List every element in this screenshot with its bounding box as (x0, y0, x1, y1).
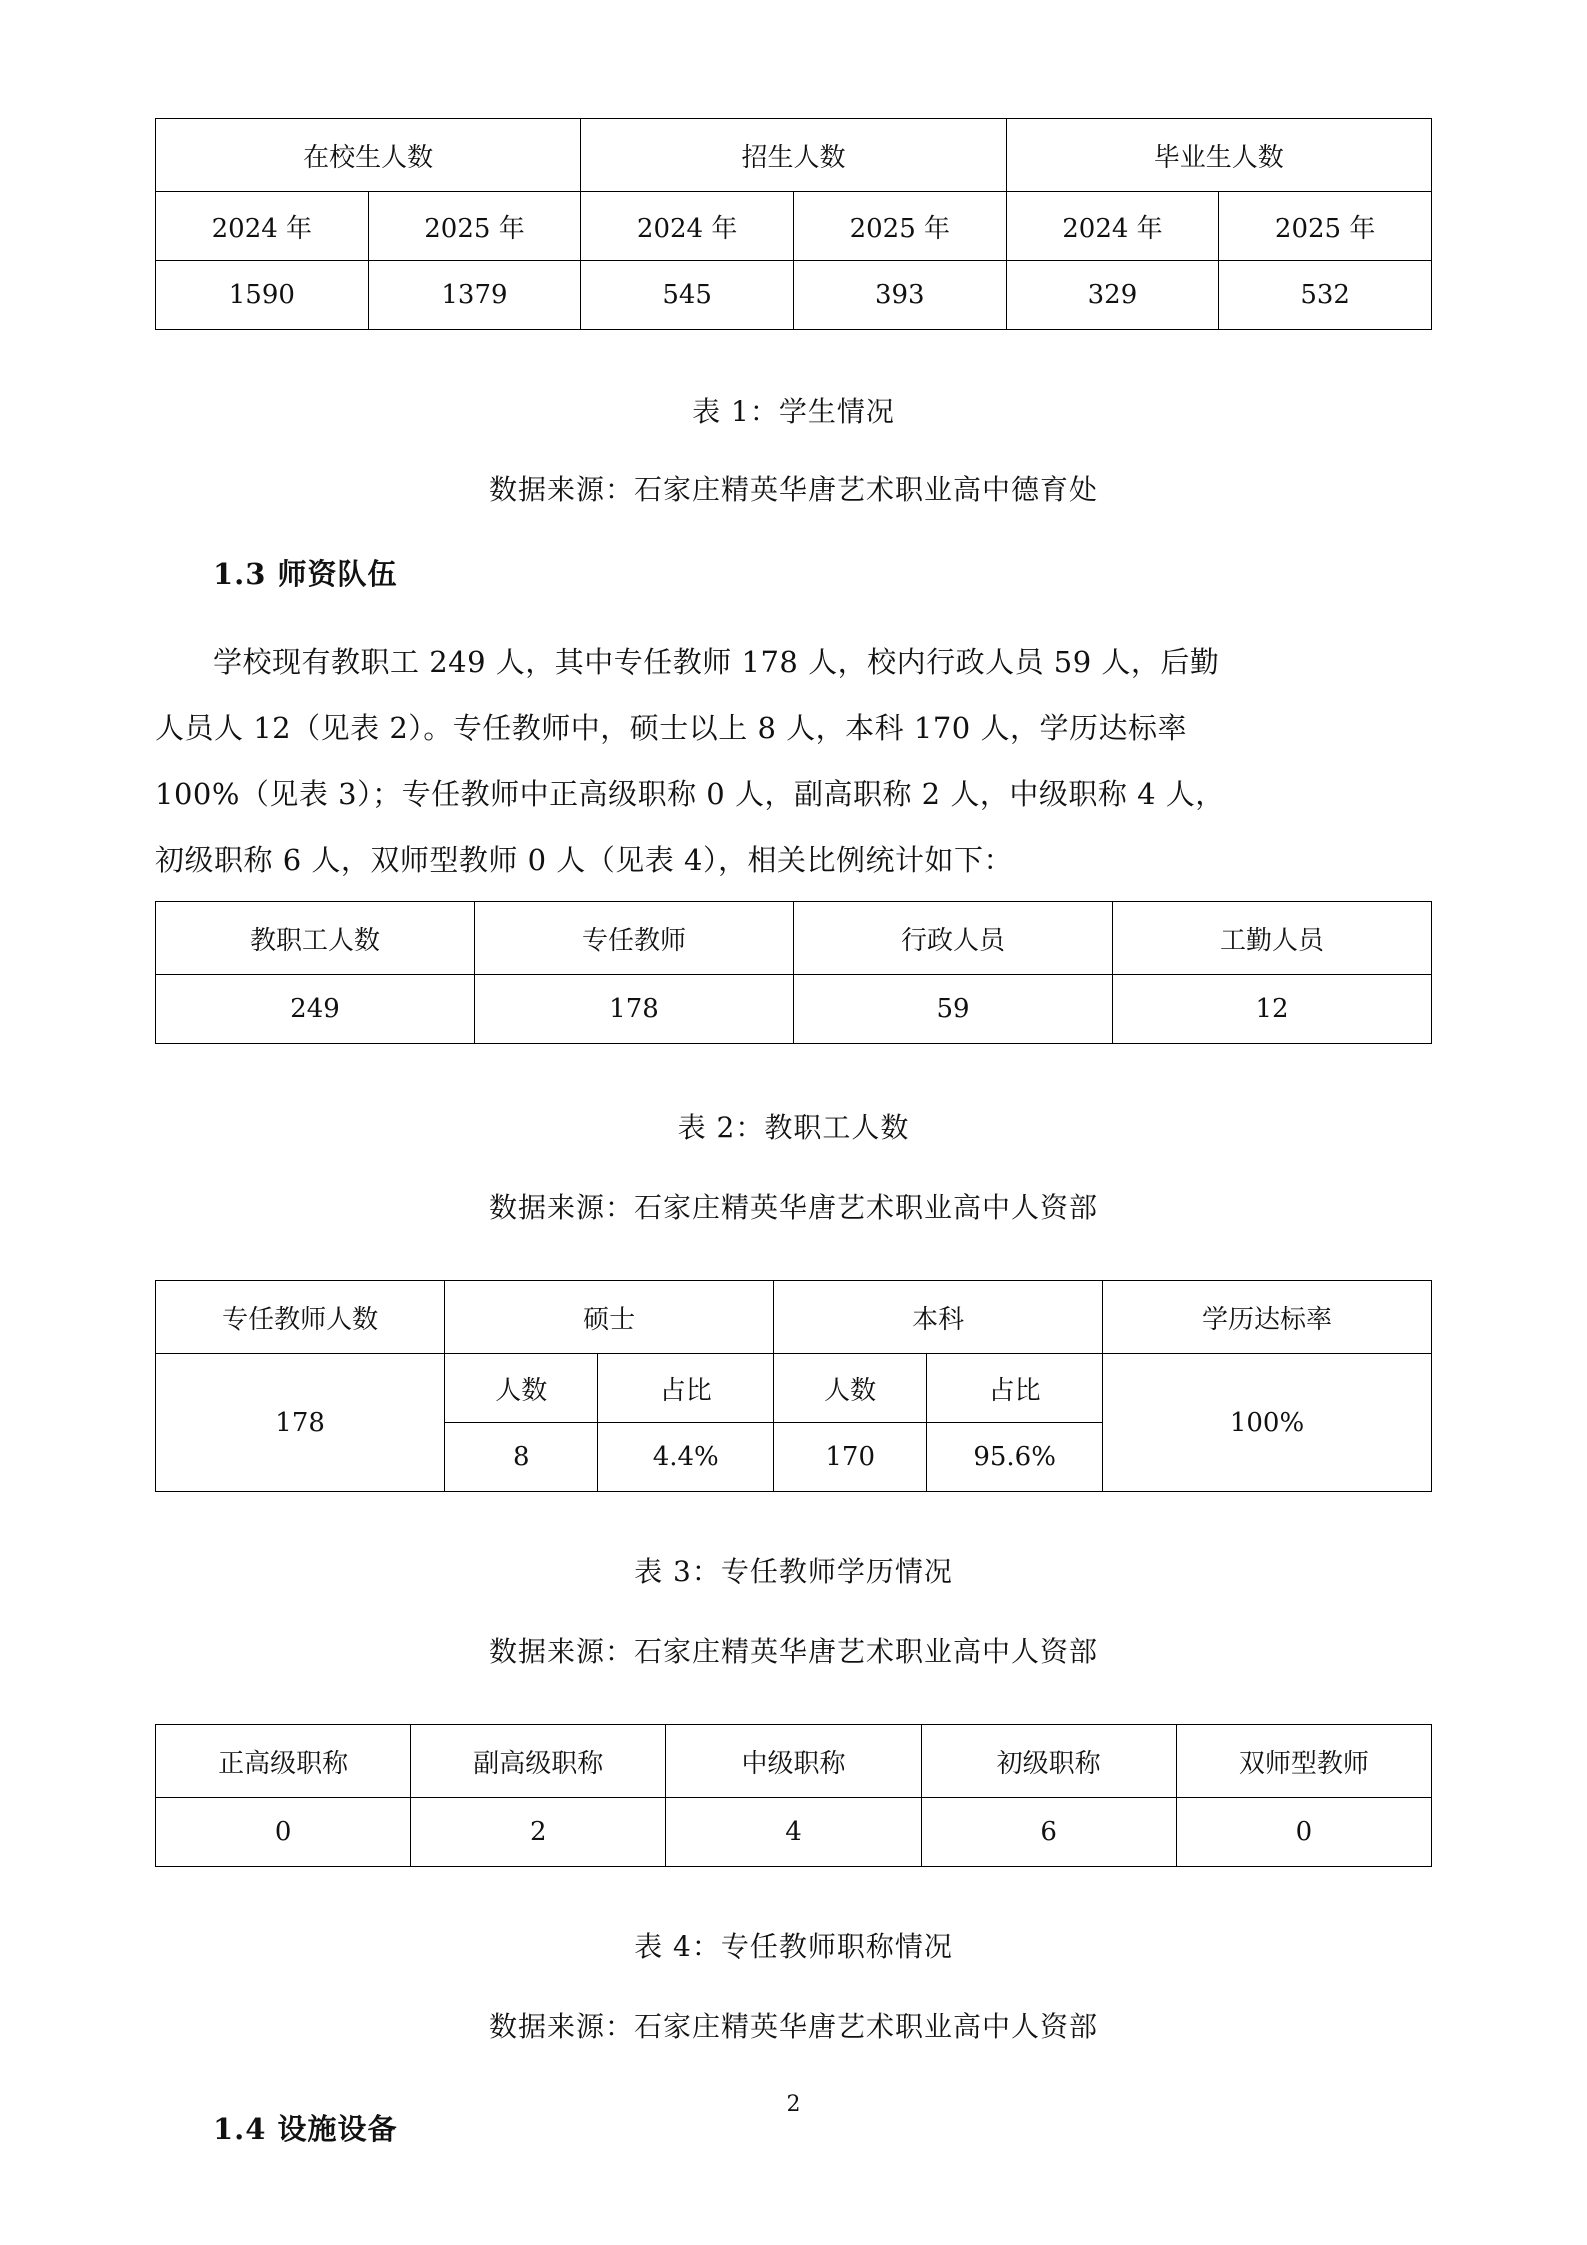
table1-value: 1379 (368, 261, 581, 330)
table1-group-header-graduated: 毕业生人数 (1006, 119, 1431, 192)
table1-caption: 表 1：学生情况 (692, 395, 895, 428)
paragraph-line: 人员人 12（见表 2）。专任教师中，硕士以上 8 人，本科 170 人，学历达标率 (155, 711, 1187, 745)
paragraph-line: 学校现有教职工 249 人，其中专任教师 178 人，校内行政人员 59 人，后勤 (213, 645, 1220, 679)
table-row (156, 1281, 1432, 1354)
table4-header: 初级职称 (921, 1725, 1176, 1798)
table1-year-header: 2025 年 (793, 192, 1006, 261)
table4-caption: 表 4：专任教师职称情况 (634, 1930, 953, 1963)
table1-group-header-admitted: 招生人数 (581, 119, 1006, 192)
table1-year-header: 2024 年 (156, 192, 369, 261)
table3-rate-value: 100% (1103, 1354, 1432, 1492)
table-row (156, 261, 1432, 330)
table2-source: 数据来源：石家庄精英华唐艺术职业高中人资部 (488, 1191, 1098, 1224)
table3-bachelor-count: 170 (774, 1423, 927, 1492)
table-row (156, 1798, 1432, 1867)
section-heading-1-4: 1.4 设施设备 (213, 2112, 398, 2146)
table3-caption: 表 3：专任教师学历情况 (634, 1555, 953, 1588)
table2-header: 教职工人数 (156, 902, 475, 975)
table1-source: 数据来源：石家庄精英华唐艺术职业高中德育处 (488, 473, 1098, 506)
table4-value: 2 (411, 1798, 666, 1867)
table4-header: 中级职称 (666, 1725, 921, 1798)
table3-teacher-total-value: 178 (156, 1354, 445, 1492)
table4-header: 双师型教师 (1176, 1725, 1431, 1798)
table3-master-count: 8 (445, 1423, 598, 1492)
spacer (155, 508, 1432, 552)
table1-year-header: 2024 年 (1006, 192, 1219, 261)
table2-header: 行政人员 (794, 902, 1113, 975)
table-row (156, 192, 1432, 261)
table3-subheader-bachelor-count: 人数 (774, 1354, 927, 1423)
table1-value: 329 (1006, 261, 1219, 330)
table1-value: 545 (581, 261, 794, 330)
table2-value: 178 (475, 975, 794, 1044)
table3-subheader-master-pct: 占比 (598, 1354, 774, 1423)
table1-year-header: 2024 年 (581, 192, 794, 261)
staff-count-table (155, 901, 1432, 1044)
spacer (155, 1044, 1432, 1106)
spacer (155, 1590, 1432, 1630)
section-heading-1-3: 1.3 师资队伍 (213, 557, 398, 591)
table-row (156, 975, 1432, 1044)
table4-value: 4 (666, 1798, 921, 1867)
table1-value: 532 (1219, 261, 1432, 330)
spacer (155, 1670, 1432, 1724)
table-row (156, 1354, 1432, 1423)
table4-value: 0 (156, 1798, 411, 1867)
spacer (155, 593, 1432, 629)
table3-header-bachelor: 本科 (774, 1281, 1103, 1354)
table4-header: 副高级职称 (411, 1725, 666, 1798)
page-number: 2 (786, 2092, 801, 2117)
table4-header: 正高级职称 (156, 1725, 411, 1798)
table3-bachelor-pct: 95.6% (927, 1423, 1103, 1492)
table3-subheader-master-count: 人数 (445, 1354, 598, 1423)
spacer (155, 1226, 1432, 1280)
table1-group-header-enrolled: 在校生人数 (156, 119, 581, 192)
table3-source: 数据来源：石家庄精英华唐艺术职业高中人资部 (488, 1635, 1098, 1668)
spacer (155, 1492, 1432, 1550)
spacer (155, 1146, 1432, 1186)
table2-value: 12 (1113, 975, 1432, 1044)
spacer (155, 1965, 1432, 2005)
table4-value: 0 (1176, 1798, 1431, 1867)
spacer (155, 1867, 1432, 1925)
table3-header-teacher-total: 专任教师人数 (156, 1281, 445, 1354)
section-1-3-paragraph (155, 629, 1432, 893)
paragraph-line: 100%（见表 3）；专任教师中正高级职称 0 人，副高职称 2 人，中级职称 4 人， (155, 777, 1225, 811)
spacer (155, 893, 1432, 901)
table1-year-header: 2025 年 (1219, 192, 1432, 261)
table1-year-header: 2025 年 (368, 192, 581, 261)
teacher-education-table (155, 1280, 1432, 1492)
table3-subheader-bachelor-pct: 占比 (927, 1354, 1103, 1423)
table2-caption: 表 2：教职工人数 (677, 1111, 910, 1144)
table1-value: 1590 (156, 261, 369, 330)
table2-header: 专任教师 (475, 902, 794, 975)
table2-value: 249 (156, 975, 475, 1044)
table4-value: 6 (921, 1798, 1176, 1867)
table2-header: 工勤人员 (1113, 902, 1432, 975)
teacher-title-table (155, 1724, 1432, 1867)
table4-source: 数据来源：石家庄精英华唐艺术职业高中人资部 (488, 2010, 1098, 2043)
spacer (155, 330, 1432, 390)
table3-header-master: 硕士 (445, 1281, 774, 1354)
table-row (156, 1725, 1432, 1798)
table3-master-pct: 4.4% (598, 1423, 774, 1492)
student-statistics-table (155, 118, 1432, 330)
table-row (156, 119, 1432, 192)
table-row (156, 902, 1432, 975)
page-content (155, 118, 1432, 2148)
table1-value: 393 (793, 261, 1006, 330)
paragraph-line: 初级职称 6 人，双师型教师 0 人（见表 4），相关比例统计如下： (155, 843, 1013, 877)
table3-header-rate: 学历达标率 (1103, 1281, 1432, 1354)
table2-value: 59 (794, 975, 1113, 1044)
spacer (155, 430, 1432, 468)
